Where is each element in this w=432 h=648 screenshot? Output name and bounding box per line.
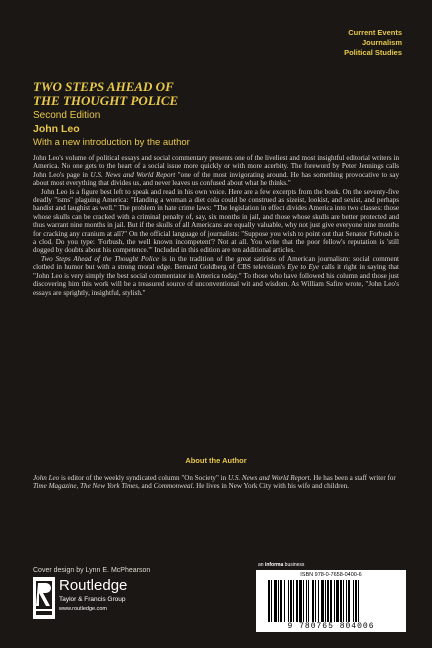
cover-design-credit: Cover design by Lynn E. McPhearson [33,567,151,574]
barcode-bar [303,580,304,622]
barcode-bar [288,580,289,622]
barcode-bar [274,580,277,622]
barcode [256,570,406,632]
category-label: Journalism [361,38,402,47]
description-paragraph: John Leo is a figure best left to speak and read in his own voice. Here are a few excerpts from the book. On the seventy-five deadly "isms" plaguing America: "Handing a woman a diet cola could be construed as sizeist, lookist, and sexist, and perhaps handist and laughist as well." The problem in hate crime laws: "The legislation in effect divides America into two classes: those whose skulls can be cracked with a criminal penalty of, say, six months in jail, and those whose skulls are better protected and thus warrant nine months in jail. But if the skulls of all Americans are equally valuable, why not just give everyone nine months for cracking any cranium at all?" On the official language of journalists: "Suppose you wish to point out that Senator Forbush is a clod. Do you type: 'Forbush, the well known incompetent'? Not at all. You write that the poor fellow's reputation is 'still dogged by doubts about his competence.'" Included in this edition are ten additional articles. [33,187,399,255]
barcode-bar [340,580,342,622]
barcode-bar [346,580,347,622]
barcode-bar [296,580,298,622]
category-label: Political Studies [344,48,402,57]
barcode-bar [280,580,282,622]
title-line: TWO STEPS AHEAD OF [33,79,174,94]
barcode-bar [271,580,272,622]
barcode-bar [306,580,307,622]
intro-note: With a new introduction by the author [33,137,190,148]
publisher-url: www.routledge.com [59,606,107,612]
title-line: THE THOUGHT POLICE [33,93,179,108]
barcode-bar [358,580,359,622]
informa-business-label: an informa business [258,562,305,568]
barcode-bar [278,580,279,622]
barcode-bar [325,580,326,622]
barcode-bar [315,580,316,622]
barcode-bar [330,580,332,622]
book-title [33,80,178,108]
author-name: John Leo [33,123,80,135]
barcode-bar [348,580,350,622]
barcode-bar [268,580,270,622]
barcode-bar [318,580,319,622]
barcode-bar [290,580,292,622]
barcode-bar [308,580,309,622]
category-label: Current Events [348,28,402,37]
barcode-bar [343,580,344,622]
about-author-heading: About the Author [185,456,247,465]
description-paragraph: Two Steps Ahead of the Thought Police is in the tradition of the great satirists of American journalism: social comment clothed in humor but with a strong moral edge. Bernard Goldberg of CBS television's Eye to Eye calls it right in saying that "John Leo is very simply the best social commentator in America today." To those who have followed his column and those just discovering him this work will be a treasured source of unconventional wit and wisdom. As William Safire wrote, "John Leo's essays are sprightly, insightful, stylish." [33,254,400,297]
routledge-logo-icon [33,577,55,619]
publisher-group: Taylor & Francis Group [59,596,126,603]
book-description [33,154,399,297]
description-paragraph: John Leo's volume of political essays and social commentary presents one of the liveliest and most insightful editorial writers in America. No one gets to the heart of a social issue more quickly or with more acerbity. The foreword by Peter Jennings calls John Leo's page in U.S. News and World Report "one of the most invigorating around. He has something provocative to say about most everything that divides us, and never leaves us confused about what he thinks." [33,154,399,188]
barcode-bar [355,580,357,622]
edition-label: Second Edition [33,110,101,121]
barcode-bars [268,580,398,622]
isbn-label: ISBN 978-0-7658-0400-6 [300,572,362,578]
barcode-bar [327,580,329,622]
barcode-bar [353,580,354,622]
barcode-bar [312,580,314,622]
barcode-bar [336,580,339,622]
barcode-bar [299,580,302,622]
barcode-bar [334,580,335,622]
about-author-text: John Leo is editor of the weekly syndicated column "On Society" in U.S. News and World Report. He has been a staff writer for Time Magazine, The New York Times, and Commonweal. He lives in New York City with his wife and children. [33,474,396,491]
barcode-bar [321,580,324,622]
publisher-name: Routledge [59,577,128,594]
barcode-bar [284,580,285,622]
barcode-bar [293,580,294,622]
barcode-digits: 9 780765 804006 [287,622,375,631]
subject-categories [344,28,402,58]
